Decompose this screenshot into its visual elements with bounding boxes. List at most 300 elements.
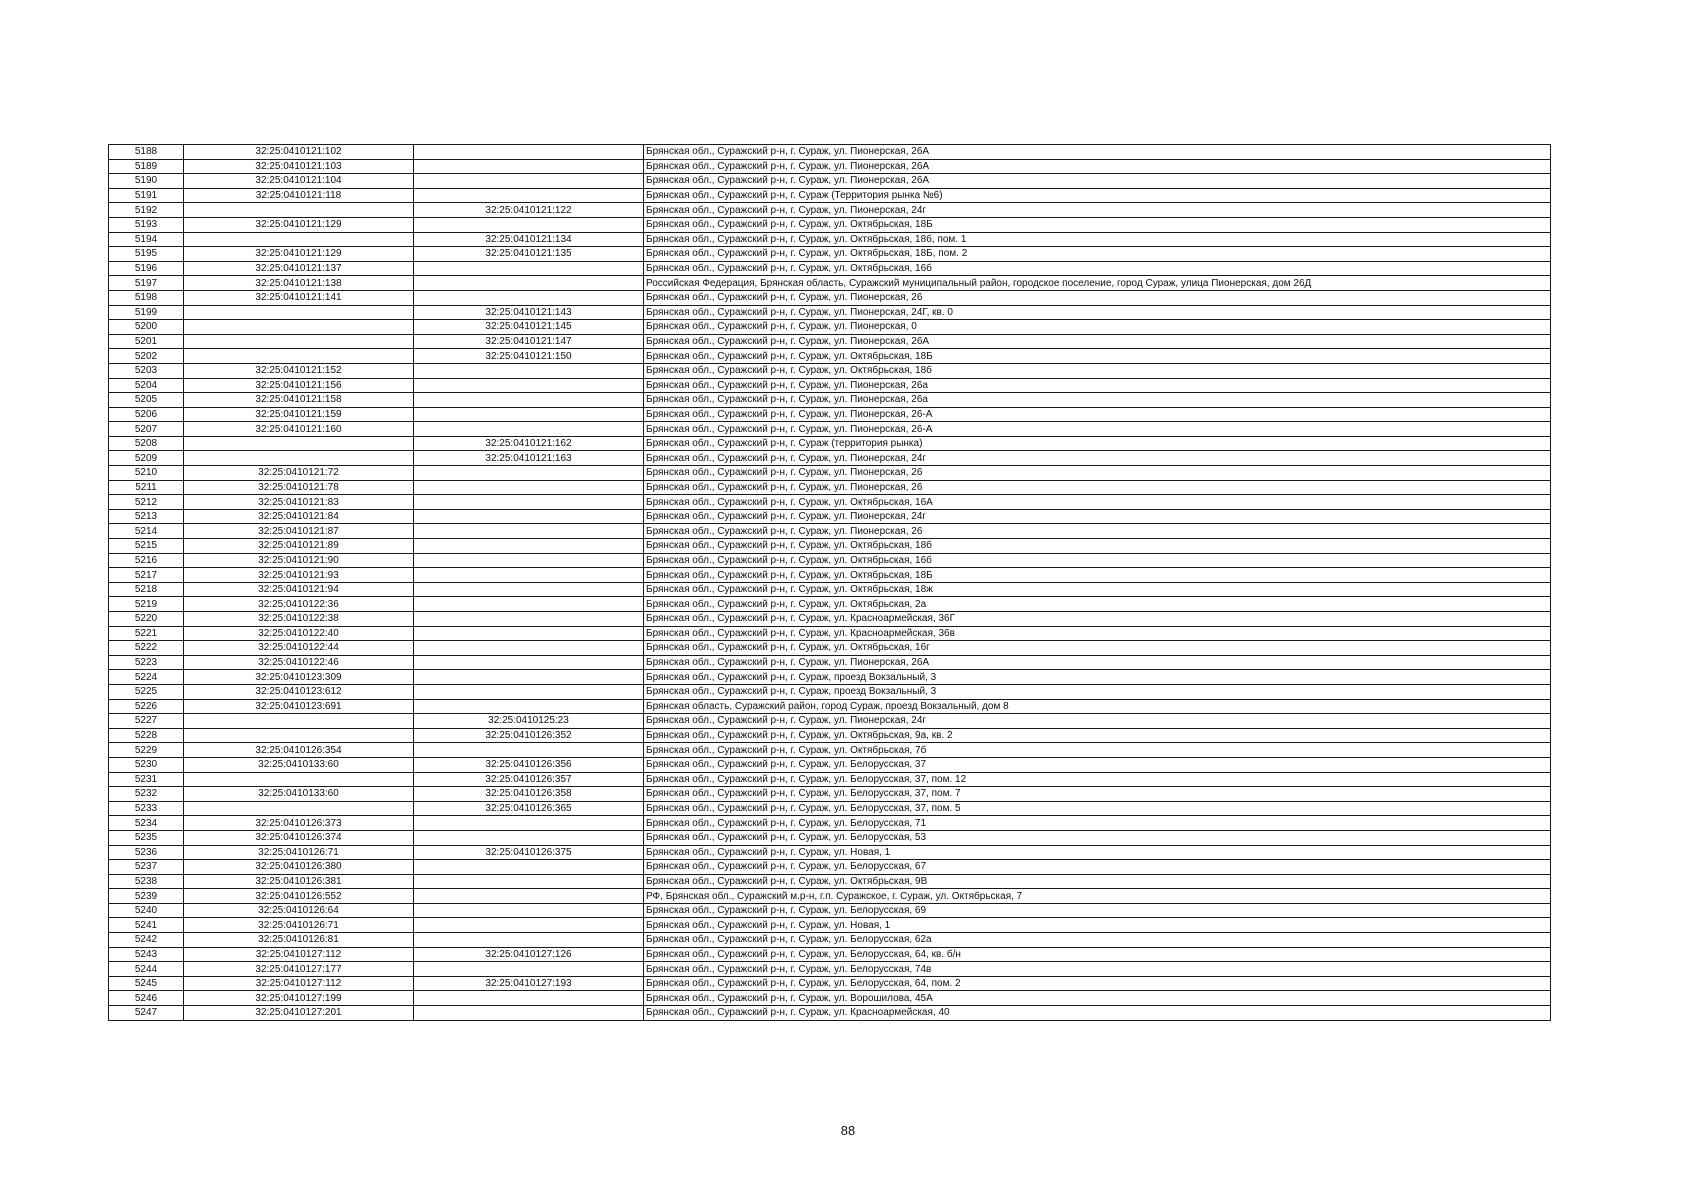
address-cell: Брянская обл., Суражский р-н, г. Сураж, ул. Белорусская, 71 [644, 816, 1551, 831]
row-number-cell: 5232 [109, 787, 184, 802]
related-cadastral-number-cell [414, 860, 644, 875]
related-cadastral-number-cell [414, 509, 644, 524]
address-cell: Брянская обл., Суражский р-н, г. Сураж, ул. Пионерская, 26-А [644, 407, 1551, 422]
row-number-cell: 5230 [109, 757, 184, 772]
address-cell: Брянская обл., Суражский р-н, г. Сураж, ул. Белорусская, 37, пом. 12 [644, 772, 1551, 787]
row-number-cell: 5195 [109, 247, 184, 262]
table-row [109, 422, 1551, 437]
table-row [109, 641, 1551, 656]
table-row [109, 261, 1551, 276]
row-number-cell: 5229 [109, 743, 184, 758]
related-cadastral-number-cell: 32:25:0410126:358 [414, 787, 644, 802]
cadastral-number-cell: 32:25:0410133:60 [184, 787, 414, 802]
row-number-cell: 5208 [109, 436, 184, 451]
address-cell: Брянская обл., Суражский р-н, г. Сураж, проезд Вокзальный, 3 [644, 684, 1551, 699]
row-number-cell: 5209 [109, 451, 184, 466]
row-number-cell: 5223 [109, 655, 184, 670]
cadastral-number-cell: 32:25:0410121:84 [184, 509, 414, 524]
table-row [109, 787, 1551, 802]
related-cadastral-number-cell [414, 145, 644, 160]
address-cell: Брянская обл., Суражский р-н, г. Сураж, ул. Октябрьская, 18ж [644, 582, 1551, 597]
related-cadastral-number-cell [414, 290, 644, 305]
address-cell: Брянская обл., Суражский р-н, г. Сураж, ул. Белорусская, 64, пом. 2 [644, 976, 1551, 991]
row-number-cell: 5236 [109, 845, 184, 860]
address-cell: Брянская обл., Суражский р-н, г. Сураж, ул. Октябрьская, 9В [644, 874, 1551, 889]
table-row [109, 889, 1551, 904]
cadastral-number-cell: 32:25:0410121:87 [184, 524, 414, 539]
related-cadastral-number-cell [414, 582, 644, 597]
row-number-cell: 5240 [109, 903, 184, 918]
table-row [109, 159, 1551, 174]
related-cadastral-number-cell [414, 684, 644, 699]
address-cell: Брянская обл., Суражский р-н, г. Сураж, ул. Пионерская, 26А [644, 655, 1551, 670]
related-cadastral-number-cell [414, 217, 644, 232]
address-cell: Брянская обл., Суражский р-н, г. Сураж, ул. Белорусская, 69 [644, 903, 1551, 918]
cadastral-number-cell: 32:25:0410126:354 [184, 743, 414, 758]
table-row [109, 816, 1551, 831]
related-cadastral-number-cell [414, 159, 644, 174]
address-cell: Брянская область, Суражский район, город Сураж, проезд Вокзальный, дом 8 [644, 699, 1551, 714]
row-number-cell: 5226 [109, 699, 184, 714]
address-cell: Брянская обл., Суражский р-н, г. Сураж, ул. Белорусская, 37, пом. 5 [644, 801, 1551, 816]
related-cadastral-number-cell [414, 480, 644, 495]
related-cadastral-number-cell [414, 626, 644, 641]
related-cadastral-number-cell [414, 830, 644, 845]
cadastral-number-cell [184, 334, 414, 349]
row-number-cell: 5242 [109, 933, 184, 948]
cadastral-number-cell: 32:25:0410127:112 [184, 976, 414, 991]
table-row [109, 188, 1551, 203]
cadastral-number-cell: 32:25:0410121:89 [184, 539, 414, 554]
related-cadastral-number-cell [414, 597, 644, 612]
table-row [109, 466, 1551, 481]
cadastral-number-cell: 32:25:0410121:93 [184, 568, 414, 583]
related-cadastral-number-cell [414, 874, 644, 889]
cadastral-number-cell: 32:25:0410127:112 [184, 947, 414, 962]
address-cell: Брянская обл., Суражский р-н, г. Сураж, ул. Пионерская, 26 [644, 524, 1551, 539]
table-row [109, 962, 1551, 977]
related-cadastral-number-cell: 32:25:0410121:150 [414, 349, 644, 364]
related-cadastral-number-cell [414, 568, 644, 583]
row-number-cell: 5239 [109, 889, 184, 904]
address-cell: Брянская обл., Суражский р-н, г. Сураж, ул. Октябрьская, 18б [644, 539, 1551, 554]
row-number-cell: 5219 [109, 597, 184, 612]
address-cell: Брянская обл., Суражский р-н, г. Сураж (территория рынка) [644, 436, 1551, 451]
cadastral-number-cell: 32:25:0410121:83 [184, 495, 414, 510]
address-cell: РФ, Брянская обл., Суражский м.р-н, г.п. Суражское, г. Сураж, ул. Октябрьская, 7 [644, 889, 1551, 904]
row-number-cell: 5241 [109, 918, 184, 933]
cadastral-number-cell: 32:25:0410121:141 [184, 290, 414, 305]
row-number-cell: 5237 [109, 860, 184, 875]
address-cell: Брянская обл., Суражский р-н, г. Сураж, ул. Октябрьская, 18Б, пом. 2 [644, 247, 1551, 262]
address-cell: Брянская обл., Суражский р-н, г. Сураж, ул. Пионерская, 26а [644, 393, 1551, 408]
row-number-cell: 5188 [109, 145, 184, 160]
table-row [109, 582, 1551, 597]
related-cadastral-number-cell [414, 655, 644, 670]
table-row [109, 772, 1551, 787]
cadastral-number-cell [184, 451, 414, 466]
table-row [109, 363, 1551, 378]
related-cadastral-number-cell [414, 524, 644, 539]
row-number-cell: 5217 [109, 568, 184, 583]
cadastral-number-cell: 32:25:0410123:691 [184, 699, 414, 714]
row-number-cell: 5245 [109, 976, 184, 991]
cadastral-number-cell [184, 772, 414, 787]
cadastral-number-cell: 32:25:0410127:201 [184, 1006, 414, 1021]
related-cadastral-number-cell [414, 670, 644, 685]
related-cadastral-number-cell [414, 174, 644, 189]
table-row [109, 320, 1551, 335]
address-cell: Российская Федерация, Брянская область, Суражский муниципальный район, городское поселение, город Сураж, улица Пионерская, дом 26Д [644, 276, 1551, 291]
cadastral-number-cell: 32:25:0410121:156 [184, 378, 414, 393]
address-cell: Брянская обл., Суражский р-н, г. Сураж, ул. Пионерская, 26А [644, 145, 1551, 160]
cadastral-number-cell: 32:25:0410126:381 [184, 874, 414, 889]
table-row [109, 436, 1551, 451]
address-cell: Брянская обл., Суражский р-н, г. Сураж, ул. Пионерская, 24Г, кв. 0 [644, 305, 1551, 320]
address-cell: Брянская обл., Суражский р-н, г. Сураж, ул. Белорусская, 74в [644, 962, 1551, 977]
table-row [109, 612, 1551, 627]
row-number-cell: 5247 [109, 1006, 184, 1021]
cadastral-number-cell: 32:25:0410121:78 [184, 480, 414, 495]
row-number-cell: 5204 [109, 378, 184, 393]
related-cadastral-number-cell: 32:25:0410121:122 [414, 203, 644, 218]
address-cell: Брянская обл., Суражский р-н, г. Сураж, ул. Октябрьская, 18Б [644, 217, 1551, 232]
table-row [109, 334, 1551, 349]
cadastral-number-cell: 32:25:0410122:44 [184, 641, 414, 656]
cadastral-number-cell: 32:25:0410121:118 [184, 188, 414, 203]
row-number-cell: 5211 [109, 480, 184, 495]
cadastral-number-cell: 32:25:0410126:380 [184, 860, 414, 875]
cadastral-number-cell: 32:25:0410121:104 [184, 174, 414, 189]
table-row [109, 830, 1551, 845]
row-number-cell: 5231 [109, 772, 184, 787]
related-cadastral-number-cell [414, 261, 644, 276]
cadastral-number-cell [184, 801, 414, 816]
row-number-cell: 5213 [109, 509, 184, 524]
related-cadastral-number-cell [414, 612, 644, 627]
row-number-cell: 5214 [109, 524, 184, 539]
cadastral-number-cell [184, 714, 414, 729]
row-number-cell: 5207 [109, 422, 184, 437]
cadastral-number-cell: 32:25:0410121:138 [184, 276, 414, 291]
row-number-cell: 5205 [109, 393, 184, 408]
address-cell: Брянская обл., Суражский р-н, г. Сураж (Территория рынка №6) [644, 188, 1551, 203]
related-cadastral-number-cell [414, 933, 644, 948]
row-number-cell: 5244 [109, 962, 184, 977]
row-number-cell: 5197 [109, 276, 184, 291]
related-cadastral-number-cell [414, 553, 644, 568]
table-row [109, 349, 1551, 364]
related-cadastral-number-cell: 32:25:0410121:135 [414, 247, 644, 262]
address-cell: Брянская обл., Суражский р-н, г. Сураж, ул. Пионерская, 26 [644, 290, 1551, 305]
table-row [109, 568, 1551, 583]
related-cadastral-number-cell [414, 641, 644, 656]
table-row [109, 1006, 1551, 1021]
cadastral-number-cell [184, 320, 414, 335]
address-cell: Брянская обл., Суражский р-н, г. Сураж, ул. Октябрьская, 9а, кв. 2 [644, 728, 1551, 743]
table-row [109, 407, 1551, 422]
related-cadastral-number-cell: 32:25:0410127:126 [414, 947, 644, 962]
table-row [109, 714, 1551, 729]
related-cadastral-number-cell: 32:25:0410121:145 [414, 320, 644, 335]
related-cadastral-number-cell: 32:25:0410126:356 [414, 757, 644, 772]
related-cadastral-number-cell [414, 1006, 644, 1021]
table-row [109, 378, 1551, 393]
address-cell: Брянская обл., Суражский р-н, г. Сураж, ул. Красноармейская, 36Г [644, 612, 1551, 627]
table-row [109, 305, 1551, 320]
table-row [109, 728, 1551, 743]
related-cadastral-number-cell [414, 393, 644, 408]
related-cadastral-number-cell [414, 903, 644, 918]
table-row [109, 174, 1551, 189]
related-cadastral-number-cell [414, 962, 644, 977]
address-cell: Брянская обл., Суражский р-н, г. Сураж, ул. Красноармейская, 36в [644, 626, 1551, 641]
address-cell: Брянская обл., Суражский р-н, г. Сураж, ул. Октябрьская, 18б, пом. 1 [644, 232, 1551, 247]
related-cadastral-number-cell: 32:25:0410121:162 [414, 436, 644, 451]
related-cadastral-number-cell [414, 422, 644, 437]
address-cell: Брянская обл., Суражский р-н, г. Сураж, ул. Октябрьская, 18Б [644, 349, 1551, 364]
table-row [109, 918, 1551, 933]
related-cadastral-number-cell [414, 816, 644, 831]
cadastral-number-cell: 32:25:0410121:102 [184, 145, 414, 160]
address-cell: Брянская обл., Суражский р-н, г. Сураж, ул. Белорусская, 67 [644, 860, 1551, 875]
register-table [108, 144, 1551, 1021]
cadastral-number-cell: 32:25:0410127:199 [184, 991, 414, 1006]
cadastral-number-cell: 32:25:0410121:94 [184, 582, 414, 597]
related-cadastral-number-cell [414, 495, 644, 510]
cadastral-number-cell: 32:25:0410122:36 [184, 597, 414, 612]
address-cell: Брянская обл., Суражский р-н, г. Сураж, ул. Пионерская, 26а [644, 378, 1551, 393]
related-cadastral-number-cell [414, 918, 644, 933]
address-cell: Брянская обл., Суражский р-н, г. Сураж, ул. Пионерская, 26А [644, 174, 1551, 189]
table-row [109, 232, 1551, 247]
table-row [109, 933, 1551, 948]
row-number-cell: 5233 [109, 801, 184, 816]
address-cell: Брянская обл., Суражский р-н, г. Сураж, ул. Октябрьская, 16А [644, 495, 1551, 510]
row-number-cell: 5225 [109, 684, 184, 699]
row-number-cell: 5227 [109, 714, 184, 729]
related-cadastral-number-cell [414, 743, 644, 758]
cadastral-number-cell: 32:25:0410126:71 [184, 845, 414, 860]
cadastral-number-cell: 32:25:0410123:612 [184, 684, 414, 699]
address-cell: Брянская обл., Суражский р-н, г. Сураж, ул. Пионерская, 24г [644, 509, 1551, 524]
table-row [109, 509, 1551, 524]
related-cadastral-number-cell [414, 188, 644, 203]
table-row [109, 684, 1551, 699]
row-number-cell: 5200 [109, 320, 184, 335]
row-number-cell: 5210 [109, 466, 184, 481]
cadastral-number-cell: 32:25:0410123:309 [184, 670, 414, 685]
related-cadastral-number-cell [414, 276, 644, 291]
row-number-cell: 5224 [109, 670, 184, 685]
cadastral-number-cell: 32:25:0410122:46 [184, 655, 414, 670]
cadastral-number-cell: 32:25:0410121:152 [184, 363, 414, 378]
cadastral-number-cell [184, 232, 414, 247]
cadastral-number-cell: 32:25:0410122:40 [184, 626, 414, 641]
cadastral-number-cell: 32:25:0410127:177 [184, 962, 414, 977]
related-cadastral-number-cell [414, 889, 644, 904]
address-cell: Брянская обл., Суражский р-н, г. Сураж, ул. Октябрьская, 16б [644, 261, 1551, 276]
related-cadastral-number-cell [414, 363, 644, 378]
address-cell: Брянская обл., Суражский р-н, г. Сураж, ул. Октябрьская, 18б [644, 363, 1551, 378]
address-cell: Брянская обл., Суражский р-н, г. Сураж, ул. Белорусская, 62а [644, 933, 1551, 948]
table-row [109, 947, 1551, 962]
cadastral-number-cell: 32:25:0410121:129 [184, 247, 414, 262]
table-row [109, 655, 1551, 670]
table-row [109, 480, 1551, 495]
address-cell: Брянская обл., Суражский р-н, г. Сураж, ул. Новая, 1 [644, 845, 1551, 860]
row-number-cell: 5215 [109, 539, 184, 554]
row-number-cell: 5218 [109, 582, 184, 597]
register-table-body [109, 145, 1551, 1021]
address-cell: Брянская обл., Суражский р-н, г. Сураж, ул. Белорусская, 37 [644, 757, 1551, 772]
row-number-cell: 5202 [109, 349, 184, 364]
related-cadastral-number-cell: 32:25:0410126:352 [414, 728, 644, 743]
table-row [109, 145, 1551, 160]
row-number-cell: 5212 [109, 495, 184, 510]
address-cell: Брянская обл., Суражский р-н, г. Сураж, ул. Пионерская, 26А [644, 334, 1551, 349]
table-row [109, 203, 1551, 218]
cadastral-number-cell: 32:25:0410126:64 [184, 903, 414, 918]
related-cadastral-number-cell: 32:25:0410126:357 [414, 772, 644, 787]
cadastral-number-cell: 32:25:0410126:552 [184, 889, 414, 904]
cadastral-number-cell [184, 203, 414, 218]
row-number-cell: 5203 [109, 363, 184, 378]
related-cadastral-number-cell: 32:25:0410125:23 [414, 714, 644, 729]
address-cell: Брянская обл., Суражский р-н, г. Сураж, ул. Пионерская, 26А [644, 159, 1551, 174]
table-row [109, 451, 1551, 466]
address-cell: Брянская обл., Суражский р-н, г. Сураж, ул. Пионерская, 26 [644, 466, 1551, 481]
cadastral-number-cell: 32:25:0410121:160 [184, 422, 414, 437]
row-number-cell: 5238 [109, 874, 184, 889]
address-cell: Брянская обл., Суражский р-н, г. Сураж, ул. Пионерская, 24г [644, 203, 1551, 218]
related-cadastral-number-cell: 32:25:0410127:193 [414, 976, 644, 991]
related-cadastral-number-cell [414, 539, 644, 554]
table-row [109, 801, 1551, 816]
row-number-cell: 5192 [109, 203, 184, 218]
row-number-cell: 5194 [109, 232, 184, 247]
cadastral-number-cell: 32:25:0410121:159 [184, 407, 414, 422]
row-number-cell: 5235 [109, 830, 184, 845]
row-number-cell: 5206 [109, 407, 184, 422]
row-number-cell: 5243 [109, 947, 184, 962]
table-row [109, 524, 1551, 539]
row-number-cell: 5220 [109, 612, 184, 627]
table-row [109, 845, 1551, 860]
table-row [109, 757, 1551, 772]
table-row [109, 597, 1551, 612]
related-cadastral-number-cell: 32:25:0410121:163 [414, 451, 644, 466]
cadastral-number-cell: 32:25:0410126:373 [184, 816, 414, 831]
related-cadastral-number-cell [414, 378, 644, 393]
address-cell: Брянская обл., Суражский р-н, г. Сураж, ул. Красноармейская, 40 [644, 1006, 1551, 1021]
cadastral-number-cell [184, 305, 414, 320]
row-number-cell: 5222 [109, 641, 184, 656]
address-cell: Брянская обл., Суражский р-н, г. Сураж, проезд Вокзальный, 3 [644, 670, 1551, 685]
row-number-cell: 5216 [109, 553, 184, 568]
cadastral-number-cell: 32:25:0410122:38 [184, 612, 414, 627]
table-row [109, 860, 1551, 875]
cadastral-number-cell: 32:25:0410126:71 [184, 918, 414, 933]
row-number-cell: 5199 [109, 305, 184, 320]
row-number-cell: 5234 [109, 816, 184, 831]
related-cadastral-number-cell [414, 699, 644, 714]
row-number-cell: 5198 [109, 290, 184, 305]
table-row [109, 290, 1551, 305]
address-cell: Брянская обл., Суражский р-н, г. Сураж, ул. Белорусская, 53 [644, 830, 1551, 845]
row-number-cell: 5221 [109, 626, 184, 641]
page-number: 88 [840, 1123, 856, 1138]
address-cell: Брянская обл., Суражский р-н, г. Сураж, ул. Пионерская, 0 [644, 320, 1551, 335]
address-cell: Брянская обл., Суражский р-н, г. Сураж, ул. Пионерская, 24г [644, 451, 1551, 466]
address-cell: Брянская обл., Суражский р-н, г. Сураж, ул. Октябрьская, 7б [644, 743, 1551, 758]
row-number-cell: 5246 [109, 991, 184, 1006]
table-row [109, 247, 1551, 262]
address-cell: Брянская обл., Суражский р-н, г. Сураж, ул. Октябрьская, 16г [644, 641, 1551, 656]
related-cadastral-number-cell [414, 466, 644, 481]
table-row [109, 626, 1551, 641]
cadastral-number-cell: 32:25:0410121:158 [184, 393, 414, 408]
cadastral-number-cell: 32:25:0410121:103 [184, 159, 414, 174]
cadastral-number-cell [184, 436, 414, 451]
cadastral-number-cell: 32:25:0410121:72 [184, 466, 414, 481]
address-cell: Брянская обл., Суражский р-н, г. Сураж, ул. Ворошилова, 45А [644, 991, 1551, 1006]
address-cell: Брянская обл., Суражский р-н, г. Сураж, ул. Октябрьская, 16б [644, 553, 1551, 568]
cadastral-number-cell: 32:25:0410121:129 [184, 217, 414, 232]
address-cell: Брянская обл., Суражский р-н, г. Сураж, ул. Белорусская, 64, кв. б/н [644, 947, 1551, 962]
cadastral-number-cell [184, 349, 414, 364]
related-cadastral-number-cell: 32:25:0410121:147 [414, 334, 644, 349]
address-cell: Брянская обл., Суражский р-н, г. Сураж, ул. Пионерская, 24г [644, 714, 1551, 729]
table-row [109, 393, 1551, 408]
table-row [109, 553, 1551, 568]
cadastral-number-cell: 32:25:0410121:137 [184, 261, 414, 276]
related-cadastral-number-cell: 32:25:0410121:143 [414, 305, 644, 320]
table-row [109, 495, 1551, 510]
table-row [109, 276, 1551, 291]
address-cell: Брянская обл., Суражский р-н, г. Сураж, ул. Белорусская, 37, пом. 7 [644, 787, 1551, 802]
related-cadastral-number-cell: 32:25:0410126:375 [414, 845, 644, 860]
cadastral-number-cell [184, 728, 414, 743]
cadastral-number-cell: 32:25:0410133:60 [184, 757, 414, 772]
related-cadastral-number-cell: 32:25:0410121:134 [414, 232, 644, 247]
row-number-cell: 5190 [109, 174, 184, 189]
table-row [109, 217, 1551, 232]
table-row [109, 991, 1551, 1006]
cadastral-number-cell: 32:25:0410121:90 [184, 553, 414, 568]
row-number-cell: 5189 [109, 159, 184, 174]
table-row [109, 976, 1551, 991]
row-number-cell: 5193 [109, 217, 184, 232]
table-row [109, 743, 1551, 758]
row-number-cell: 5196 [109, 261, 184, 276]
related-cadastral-number-cell: 32:25:0410126:365 [414, 801, 644, 816]
address-cell: Брянская обл., Суражский р-н, г. Сураж, ул. Новая, 1 [644, 918, 1551, 933]
row-number-cell: 5201 [109, 334, 184, 349]
table-row [109, 670, 1551, 685]
address-cell: Брянская обл., Суражский р-н, г. Сураж, ул. Октябрьская, 18Б [644, 568, 1551, 583]
table-row [109, 539, 1551, 554]
address-cell: Брянская обл., Суражский р-н, г. Сураж, ул. Октябрьская, 2а [644, 597, 1551, 612]
related-cadastral-number-cell [414, 407, 644, 422]
row-number-cell: 5228 [109, 728, 184, 743]
row-number-cell: 5191 [109, 188, 184, 203]
cadastral-number-cell: 32:25:0410126:374 [184, 830, 414, 845]
table-row [109, 903, 1551, 918]
table-row [109, 874, 1551, 889]
cadastral-number-cell: 32:25:0410126:81 [184, 933, 414, 948]
table-row [109, 699, 1551, 714]
